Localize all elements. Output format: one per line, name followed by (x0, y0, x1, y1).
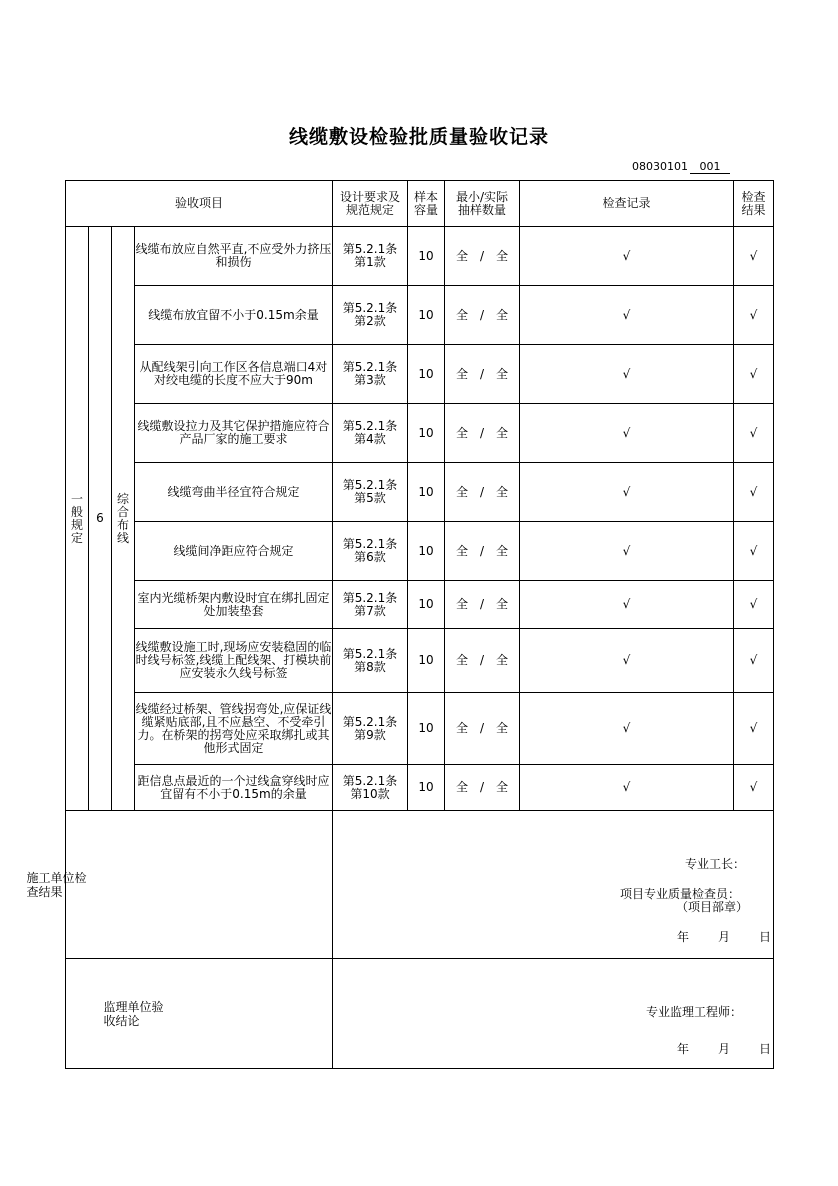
sample-separator: / (479, 425, 485, 440)
sample-size: 10 (408, 693, 445, 765)
sample-min: 全 (455, 780, 468, 794)
construction-year: 年 (677, 930, 690, 944)
sample-actual: 全 (496, 425, 509, 440)
sample-min: 全 (455, 721, 468, 735)
check-result[interactable]: √ (734, 227, 774, 286)
table-row (66, 522, 774, 581)
subcategory-label: 综合布线 (116, 491, 129, 545)
header-row (66, 181, 774, 227)
header-minmax: 最小/实际抽样数量 (445, 181, 520, 227)
clause-reference: 第5.2.1条第10款 (333, 765, 408, 811)
sample-separator: / (479, 543, 485, 558)
supervision-row (66, 959, 774, 1069)
sample-quantity (445, 286, 520, 345)
record-number (632, 160, 730, 174)
category-label: 一般规定 (70, 491, 83, 545)
table-row (66, 286, 774, 345)
item-description: 线缆经过桥架、管线拐弯处,应保证线缆紧贴底部,且不应悬空、不受牵引力。在桥架的拐弯处应采取绑扎或其他形式固定 (135, 693, 333, 765)
sample-quantity (445, 463, 520, 522)
sample-actual: 全 (496, 653, 509, 667)
sample-size: 10 (408, 463, 445, 522)
construction-label-wrap (26, 811, 333, 959)
header-record: 检查记录 (520, 181, 734, 227)
clause-reference: 第5.2.1条第6款 (333, 522, 408, 581)
sample-actual: 全 (496, 248, 509, 263)
check-result[interactable]: √ (734, 463, 774, 522)
table-row (66, 345, 774, 404)
construction-day: 日 (759, 930, 772, 944)
supervision-month: 月 (718, 1042, 731, 1056)
sample-separator: / (479, 597, 485, 611)
construction-row (66, 811, 774, 959)
sample-size: 10 (408, 404, 445, 463)
foreman-label: 专业工长： (685, 857, 746, 871)
record-number-suffix[interactable]: 001 (690, 160, 730, 174)
number-cell (89, 227, 112, 811)
clause-reference: 第5.2.1条第1款 (333, 227, 408, 286)
sample-actual: 全 (496, 366, 509, 381)
sample-size: 10 (408, 522, 445, 581)
table-row (66, 404, 774, 463)
item-description: 距信息点最近的一个过线盒穿线时应宜留有不小于0.15m的余量 (135, 765, 333, 811)
check-result[interactable]: √ (734, 345, 774, 404)
sample-actual: 全 (496, 597, 509, 611)
check-result[interactable]: √ (734, 765, 774, 811)
clause-reference: 第5.2.1条第7款 (333, 581, 408, 629)
clause-reference: 第5.2.1条第4款 (333, 404, 408, 463)
supervision-year: 年 (677, 1042, 690, 1056)
item-description: 室内光缆桥架内敷设时宜在绑扎固定处加装垫套 (135, 581, 333, 629)
clause-reference: 第5.2.1条第3款 (333, 345, 408, 404)
sample-min: 全 (455, 307, 468, 322)
construction-label: 施工单位检查结果 (26, 870, 87, 899)
check-record[interactable]: √ (520, 227, 734, 286)
sample-quantity (445, 581, 520, 629)
clause-reference: 第5.2.1条第2款 (333, 286, 408, 345)
item-description: 线缆布放应自然平直,不应受外力挤压和损伤 (135, 227, 333, 286)
sample-separator: / (479, 248, 485, 263)
item-description: 线缆敷设施工时,现场应安装稳固的临时线号标签,线缆上配线架、打模块前应安装永久线号标签 (135, 629, 333, 693)
header-design: 设计要求及规范规定 (333, 181, 408, 227)
sample-size: 10 (408, 227, 445, 286)
check-result[interactable]: √ (734, 693, 774, 765)
item-description: 线缆敷设拉力及其它保护措施应符合产品厂家的施工要求 (135, 404, 333, 463)
header-result: 检查结果 (734, 181, 774, 227)
table-row (66, 463, 774, 522)
check-record[interactable]: √ (520, 404, 734, 463)
sample-separator: / (479, 484, 485, 499)
sample-size: 10 (408, 629, 445, 693)
table-row (66, 581, 774, 629)
sample-separator: / (479, 307, 485, 322)
check-record[interactable]: √ (520, 693, 734, 765)
sample-actual: 全 (496, 484, 509, 499)
sample-actual: 全 (496, 780, 509, 794)
sample-separator: / (479, 780, 485, 794)
clause-reference: 第5.2.1条第5款 (333, 463, 408, 522)
check-result[interactable]: √ (734, 581, 774, 629)
check-record[interactable]: √ (520, 765, 734, 811)
check-record[interactable]: √ (520, 522, 734, 581)
item-description: 线缆弯曲半径宜符合规定 (135, 463, 333, 522)
supervision-label-wrap (103, 959, 333, 1069)
check-record[interactable]: √ (520, 581, 734, 629)
sample-separator: / (479, 721, 485, 735)
category-cell (66, 227, 89, 811)
page-title: 线缆敷设检验批质量验收记录 (288, 126, 549, 148)
header-sample: 样本容量 (408, 181, 445, 227)
sample-min: 全 (455, 543, 468, 558)
sample-min: 全 (455, 653, 468, 667)
sample-actual: 全 (496, 307, 509, 322)
item-description: 线缆间净距应符合规定 (135, 522, 333, 581)
sample-min: 全 (455, 248, 468, 263)
sample-size: 10 (408, 286, 445, 345)
supervision-sign-area (333, 959, 774, 1069)
item-description: 线缆布放宜留不小于0.15m余量 (135, 286, 333, 345)
check-record[interactable]: √ (520, 286, 734, 345)
table-row (66, 227, 774, 286)
sample-quantity (445, 227, 520, 286)
seal-label: （项目部章） (676, 900, 749, 914)
sample-quantity (445, 345, 520, 404)
inspector-label: 项目专业质量检查员： (620, 887, 741, 901)
inspection-table (26, 180, 774, 1069)
sample-quantity (445, 765, 520, 811)
sample-min: 全 (455, 597, 468, 611)
record-number-prefix: 08030101 (632, 160, 688, 173)
construction-sign-area (333, 811, 774, 959)
engineer-label: 专业监理工程师： (646, 1005, 743, 1019)
sample-separator: / (479, 366, 485, 381)
sample-actual: 全 (496, 543, 509, 558)
sample-actual: 全 (496, 721, 509, 735)
table-row (66, 765, 774, 811)
construction-month: 月 (718, 930, 731, 944)
check-result[interactable]: √ (734, 286, 774, 345)
sample-size: 10 (408, 581, 445, 629)
sample-quantity (445, 629, 520, 693)
subcategory-cell (112, 227, 135, 811)
supervision-day: 日 (759, 1042, 772, 1056)
check-result[interactable]: √ (734, 522, 774, 581)
table-row (66, 629, 774, 693)
table-row (66, 693, 774, 765)
check-result[interactable]: √ (734, 404, 774, 463)
sample-min: 全 (455, 484, 468, 499)
sample-quantity (445, 404, 520, 463)
check-record[interactable]: √ (520, 463, 734, 522)
item-number: 6 (96, 511, 104, 525)
check-record[interactable]: √ (520, 629, 734, 693)
check-result[interactable]: √ (734, 629, 774, 693)
sample-quantity (445, 522, 520, 581)
sample-size: 10 (408, 765, 445, 811)
sample-separator: / (479, 653, 485, 667)
supervision-label: 监理单位验收结论 (103, 999, 164, 1028)
clause-reference: 第5.2.1条第9款 (333, 693, 408, 765)
sample-size: 10 (408, 345, 445, 404)
item-description: 从配线架引向工作区各信息端口4对对绞电缆的长度不应大于90m (135, 345, 333, 404)
check-record[interactable]: √ (520, 345, 734, 404)
clause-reference: 第5.2.1条第8款 (333, 629, 408, 693)
header-item: 验收项目 (66, 181, 333, 227)
sample-min: 全 (455, 425, 468, 440)
sample-min: 全 (455, 366, 468, 381)
sample-quantity (445, 693, 520, 765)
